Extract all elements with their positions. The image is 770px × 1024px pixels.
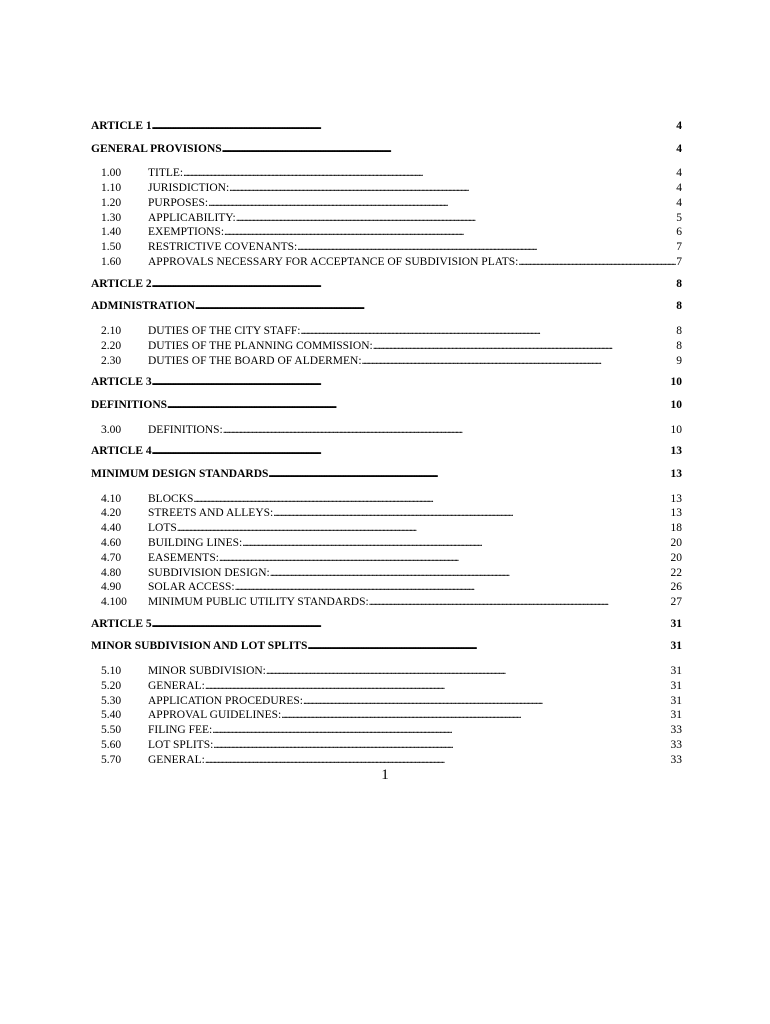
- toc-article-heading-label: ARTICLE 2: [91, 277, 152, 290]
- toc-entry-label: APPROVALS NECESSARY FOR ACCEPTANCE OF SUBDIVISION PLATS:: [148, 255, 519, 268]
- toc-section-title-label: ADMINISTRATION: [91, 300, 195, 313]
- toc-entry-number: 5.50: [101, 724, 122, 737]
- dot-leader: [208, 196, 676, 211]
- dot-leader: [300, 324, 676, 339]
- toc-article-heading-page: 31: [670, 617, 682, 630]
- dot-leader: [177, 521, 671, 536]
- toc-entry-label: DUTIES OF THE CITY STAFF:: [148, 324, 301, 337]
- toc-entry-page: 31: [670, 709, 682, 722]
- toc-entry-page: 6: [676, 226, 682, 239]
- toc-entry-list: [91, 420, 682, 444]
- toc-article-heading: [91, 443, 682, 466]
- toc-entry: [91, 492, 682, 507]
- dot-leader: [152, 616, 671, 632]
- toc-entry-number: 5.30: [101, 694, 122, 707]
- dot-leader: [281, 708, 670, 723]
- toc-entry-number: 5.20: [101, 679, 122, 692]
- toc-entry: [91, 196, 682, 211]
- toc-article-heading-label: ARTICLE 1: [91, 120, 152, 132]
- toc-entry-label: MINOR SUBDIVISION:: [148, 665, 266, 678]
- toc-entry-label: APPLICABILITY:: [148, 211, 236, 224]
- toc-entry: [91, 255, 682, 270]
- dot-leader: [362, 354, 677, 369]
- dot-leader: [223, 423, 671, 438]
- toc-entry: [91, 211, 682, 226]
- toc-section-title-page: 31: [670, 640, 682, 653]
- toc-section: [91, 374, 682, 443]
- toc-entry-number: 1.60: [101, 255, 122, 268]
- toc-entry: [91, 738, 682, 753]
- toc-entry-label: GENERAL:: [148, 679, 205, 692]
- toc-entry: [91, 225, 682, 240]
- dot-leader: [219, 551, 671, 566]
- toc-entry-label: STREETS AND ALLEYS:: [148, 507, 274, 520]
- toc-section: [91, 118, 682, 276]
- dot-leader: [152, 118, 677, 134]
- toc-entry-page: 33: [670, 753, 682, 766]
- toc-article-heading-page: 8: [676, 277, 682, 290]
- toc-entry-number: 5.70: [101, 753, 122, 766]
- dot-leader: [205, 753, 671, 768]
- dot-leader: [152, 443, 671, 459]
- toc-entry: [91, 580, 682, 595]
- toc-entry-list: [91, 321, 682, 374]
- toc-article-heading-page: 10: [670, 376, 682, 389]
- dot-leader: [224, 225, 676, 240]
- toc-section-title-label: MINIMUM DESIGN STANDARDS: [91, 467, 269, 480]
- toc-entry-label: FILING FEE:: [148, 724, 213, 737]
- toc-section-title-page: 13: [670, 467, 682, 480]
- toc-section-title: [91, 141, 682, 164]
- toc-entry-page: 18: [670, 522, 682, 535]
- toc-entry: [91, 595, 682, 610]
- toc-entry-number: 4.10: [101, 492, 122, 505]
- toc-entry-label: EASEMENTS:: [148, 551, 219, 564]
- toc-section-title-page: 8: [676, 300, 682, 313]
- toc-entry-number: 4.20: [101, 507, 122, 520]
- toc-entry-label: JURISDICTION:: [148, 181, 230, 194]
- dot-leader: [183, 166, 676, 181]
- toc-entry-label: APPLICATION PROCEDURES:: [148, 694, 303, 707]
- toc-entry-page: 31: [670, 679, 682, 692]
- toc-entry-number: 1.00: [101, 167, 122, 180]
- toc-entry-page: 9: [676, 354, 682, 367]
- toc-entry-label: MINIMUM PUBLIC UTILITY STANDARDS:: [148, 596, 369, 609]
- toc-entry-page: 4: [676, 181, 682, 194]
- toc-entry-label: SUBDIVISION DESIGN:: [148, 566, 270, 579]
- dot-leader: [268, 466, 670, 482]
- toc-entry-number: 1.50: [101, 241, 122, 254]
- toc-entry-page: 33: [670, 724, 682, 737]
- toc-entry-label: PURPOSES:: [148, 196, 209, 209]
- toc-entry-label: RESTRICTIVE COVENANTS:: [148, 241, 298, 254]
- toc-article-heading-label: ARTICLE 4: [91, 445, 152, 458]
- dot-leader: [266, 664, 671, 679]
- dot-leader: [369, 595, 671, 610]
- toc-section-title: [91, 397, 682, 420]
- toc-entry-page: 10: [670, 423, 682, 436]
- toc-entry-label: SOLAR ACCESS:: [148, 581, 235, 594]
- dot-leader: [193, 492, 670, 507]
- toc-entry: [91, 536, 682, 551]
- dot-leader: [167, 397, 670, 413]
- toc-section-title-label: GENERAL PROVISIONS: [91, 142, 222, 155]
- toc-entry-page: 31: [670, 694, 682, 707]
- dot-leader: [307, 638, 670, 654]
- toc-entry: [91, 566, 682, 581]
- toc-entry-label: DUTIES OF THE PLANNING COMMISSION:: [148, 339, 373, 352]
- toc-entry-page: 7: [676, 255, 682, 268]
- dot-leader: [235, 580, 671, 595]
- toc-entry: [91, 521, 682, 536]
- toc-entry-number: 5.40: [101, 709, 122, 722]
- toc-article-heading-label: ARTICLE 5: [91, 617, 152, 630]
- toc-entry-label: GENERAL:: [148, 753, 205, 766]
- toc-entry-page: 4: [676, 167, 682, 180]
- toc-entry: [91, 240, 682, 255]
- toc-section-title: [91, 298, 682, 321]
- dot-leader: [242, 536, 670, 551]
- toc-section-title: [91, 466, 682, 489]
- toc-entry-page: 20: [670, 551, 682, 564]
- toc-entry-page: 8: [676, 324, 682, 337]
- toc-article-heading-label: ARTICLE 3: [91, 376, 152, 389]
- table-of-contents: [91, 118, 682, 774]
- toc-entry-label: LOTS: [148, 522, 177, 535]
- toc-entry-number: 4.40: [101, 522, 122, 535]
- dot-leader: [297, 240, 676, 255]
- toc-entry-number: 2.30: [101, 354, 122, 367]
- toc-entry: [91, 506, 682, 521]
- toc-entry-number: 1.10: [101, 181, 122, 194]
- toc-entry-list: [91, 489, 682, 616]
- toc-entry-number: 1.20: [101, 196, 122, 209]
- dot-leader: [152, 276, 677, 292]
- toc-article-heading-page: 4: [676, 120, 682, 132]
- toc-article-heading: [91, 118, 682, 141]
- dot-leader: [518, 255, 676, 270]
- toc-article-heading-page: 13: [670, 445, 682, 458]
- toc-entry-label: BLOCKS: [148, 492, 194, 505]
- dot-leader: [152, 374, 671, 390]
- toc-article-heading: [91, 616, 682, 639]
- toc-section-title-label: MINOR SUBDIVISION AND LOT SPLITS: [91, 640, 308, 653]
- toc-entry-number: 2.20: [101, 339, 122, 352]
- toc-entry-page: 4: [676, 196, 682, 209]
- toc-entry-page: 8: [676, 339, 682, 352]
- toc-entry-page: 20: [670, 536, 682, 549]
- toc-section-title: [91, 638, 682, 661]
- dot-leader: [273, 506, 670, 521]
- toc-entry-label: DUTIES OF THE BOARD OF ALDERMEN:: [148, 354, 362, 367]
- toc-entry-list: [91, 661, 682, 774]
- toc-entry-list: [91, 163, 682, 276]
- toc-entry-number: 4.80: [101, 566, 122, 579]
- toc-entry-page: 33: [670, 739, 682, 752]
- dot-leader: [212, 723, 670, 738]
- dot-leader: [205, 679, 671, 694]
- toc-entry-number: 1.30: [101, 211, 122, 224]
- toc-entry-number: 5.10: [101, 665, 122, 678]
- toc-entry-page: 27: [670, 596, 682, 609]
- toc-entry: [91, 694, 682, 709]
- toc-entry-label: EXEMPTIONS:: [148, 226, 225, 239]
- dot-leader: [222, 141, 677, 157]
- dot-leader: [270, 566, 671, 581]
- dot-leader: [303, 694, 671, 709]
- dot-leader: [229, 181, 676, 196]
- toc-section-title-page: 10: [670, 398, 682, 411]
- toc-section: [91, 616, 682, 774]
- toc-entry: [91, 679, 682, 694]
- toc-entry: [91, 324, 682, 339]
- toc-entry-page: 5: [676, 211, 682, 224]
- toc-entry: [91, 664, 682, 679]
- toc-entry-label: LOT SPLITS:: [148, 739, 214, 752]
- toc-entry-label: TITLE:: [148, 167, 184, 180]
- toc-entry-number: 1.40: [101, 226, 122, 239]
- toc-entry-page: 13: [670, 507, 682, 520]
- toc-entry-page: 26: [670, 581, 682, 594]
- toc-entry-page: 22: [670, 566, 682, 579]
- dot-leader: [195, 298, 676, 314]
- toc-entry-label: BUILDING LINES:: [148, 536, 243, 549]
- toc-entry: [91, 339, 682, 354]
- toc-section-title-label: DEFINITIONS: [91, 398, 168, 411]
- toc-entry-number: 4.60: [101, 536, 122, 549]
- toc-entry-number: 4.90: [101, 581, 122, 594]
- dot-leader: [236, 211, 677, 226]
- toc-entry-number: 4.100: [101, 596, 127, 609]
- toc-article-heading: [91, 374, 682, 397]
- toc-entry: [91, 354, 682, 369]
- toc-entry-number: 4.70: [101, 551, 122, 564]
- toc-entry-page: 31: [670, 665, 682, 678]
- toc-section: [91, 443, 682, 616]
- toc-entry-number: 5.60: [101, 739, 122, 752]
- toc-entry-label: DEFINITIONS:: [148, 423, 223, 436]
- toc-section-title-page: 4: [676, 142, 682, 155]
- toc-entry-label: APPROVAL GUIDELINES:: [148, 709, 282, 722]
- page-number: 1: [381, 767, 389, 783]
- toc-entry: [91, 166, 682, 181]
- toc-entry: [91, 423, 682, 438]
- toc-entry-page: 7: [676, 241, 682, 254]
- dot-leader: [213, 738, 670, 753]
- toc-entry: [91, 753, 682, 768]
- dot-leader: [373, 339, 677, 354]
- toc-entry-page: 13: [670, 492, 682, 505]
- toc-entry: [91, 708, 682, 723]
- toc-entry-number: 3.00: [101, 423, 122, 436]
- toc-entry: [91, 551, 682, 566]
- toc-entry-number: 2.10: [101, 324, 122, 337]
- toc-entry: [91, 723, 682, 738]
- toc-entry: [91, 181, 682, 196]
- toc-section: [91, 276, 682, 375]
- toc-article-heading: [91, 276, 682, 299]
